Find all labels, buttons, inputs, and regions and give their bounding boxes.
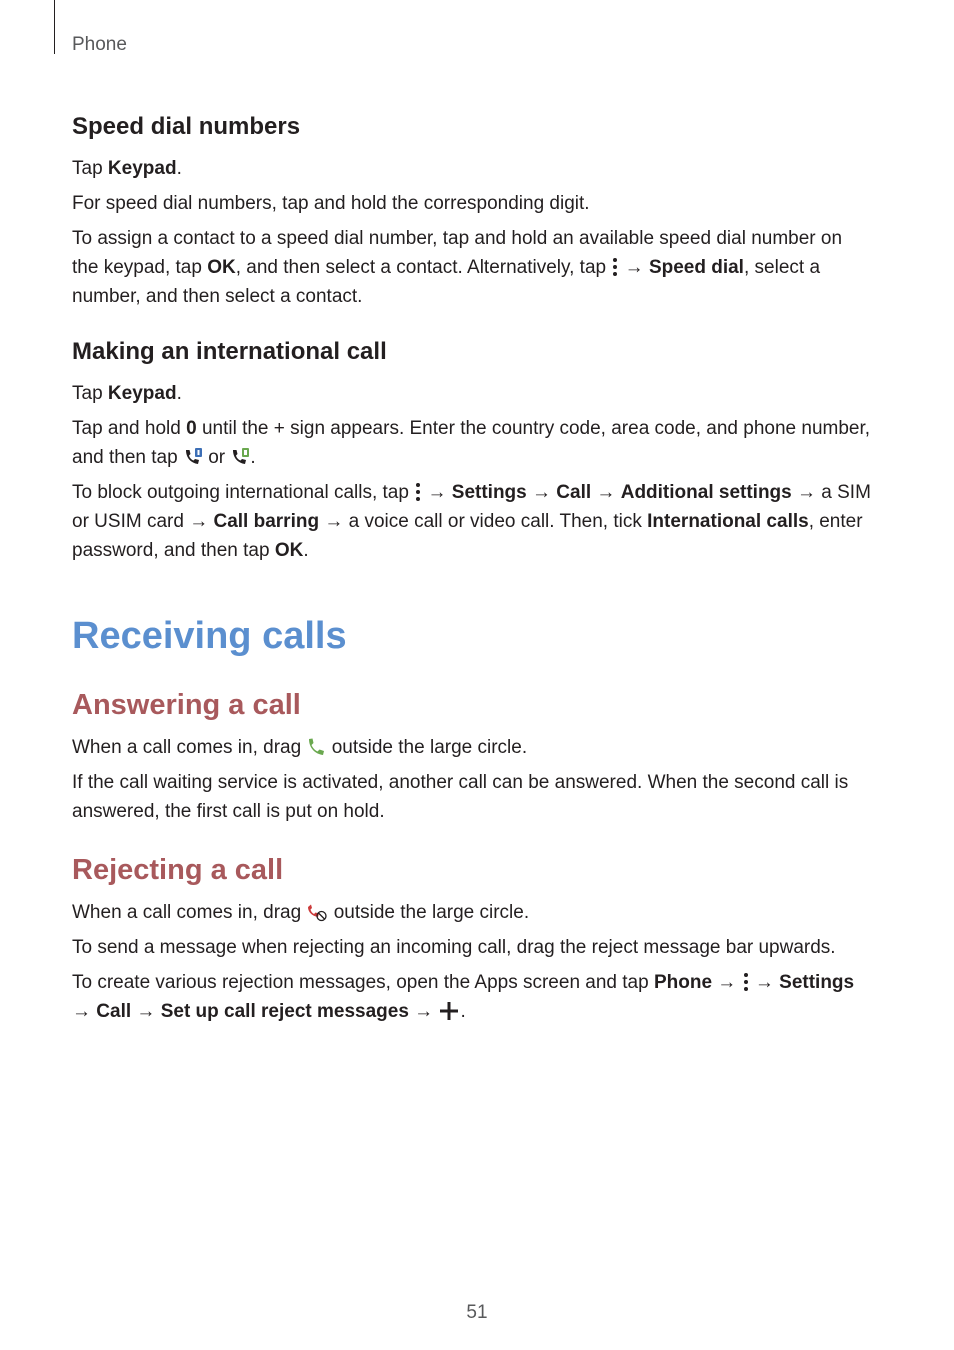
page-content [72, 110, 872, 1032]
page-number: 51 [466, 1302, 488, 1323]
header-rule [54, 0, 55, 54]
rejecting-step-2: To send a message when rejecting an incoming call, drag the reject message bar upwards. [72, 937, 836, 958]
more-options-icon [742, 972, 750, 992]
international-heading: Making an international call [72, 338, 387, 365]
rejecting-step-3: To create various rejection messages, open the Apps screen and tap Phone → → Settings → Call → Set up call reject messages → . [72, 972, 855, 1022]
add-icon [438, 1001, 460, 1021]
international-step-1: Tap Keypad. [72, 383, 182, 404]
speed-dial-heading: Speed dial numbers [72, 113, 301, 140]
header-label: Phone [72, 34, 127, 55]
rejecting-step-1: When a call comes in, drag outside the large circle. [72, 902, 530, 923]
reject-call-icon [306, 902, 328, 922]
call-sim1-icon [183, 447, 203, 467]
answering-step-1: When a call comes in, drag outside the large circle. [72, 737, 528, 758]
speed-dial-step-2: For speed dial numbers, tap and hold the corresponding digit. [72, 193, 590, 214]
international-step-3: To block outgoing international calls, tap → Settings → Call → Additional settings → a SIM or USIM card → Call barring → a voice call or video call. Then, tick International calls, enter password, and then tap OK. [72, 482, 871, 561]
call-sim2-icon [230, 447, 250, 467]
chapter-title: Receiving calls [72, 615, 347, 657]
answering-step-2: If the call waiting service is activated, another call can be answered. When the second call is answered, the first call is put on hold. [72, 772, 849, 822]
answer-call-icon [306, 737, 326, 757]
international-step-2: Tap and hold 0 until the + sign appears. Enter the country code, area code, and phone number, and then tap or . [72, 418, 871, 468]
rejecting-heading: Rejecting a call [72, 854, 284, 886]
speed-dial-step-1: Tap Keypad. [72, 158, 182, 179]
speed-dial-step-3: To assign a contact to a speed dial number, tap and hold an available speed dial number on the keypad, tap OK, and then select a contact. Alternatively, tap → Speed dial, select a number, and then select a contact. [72, 228, 843, 307]
answering-heading: Answering a call [72, 689, 301, 721]
